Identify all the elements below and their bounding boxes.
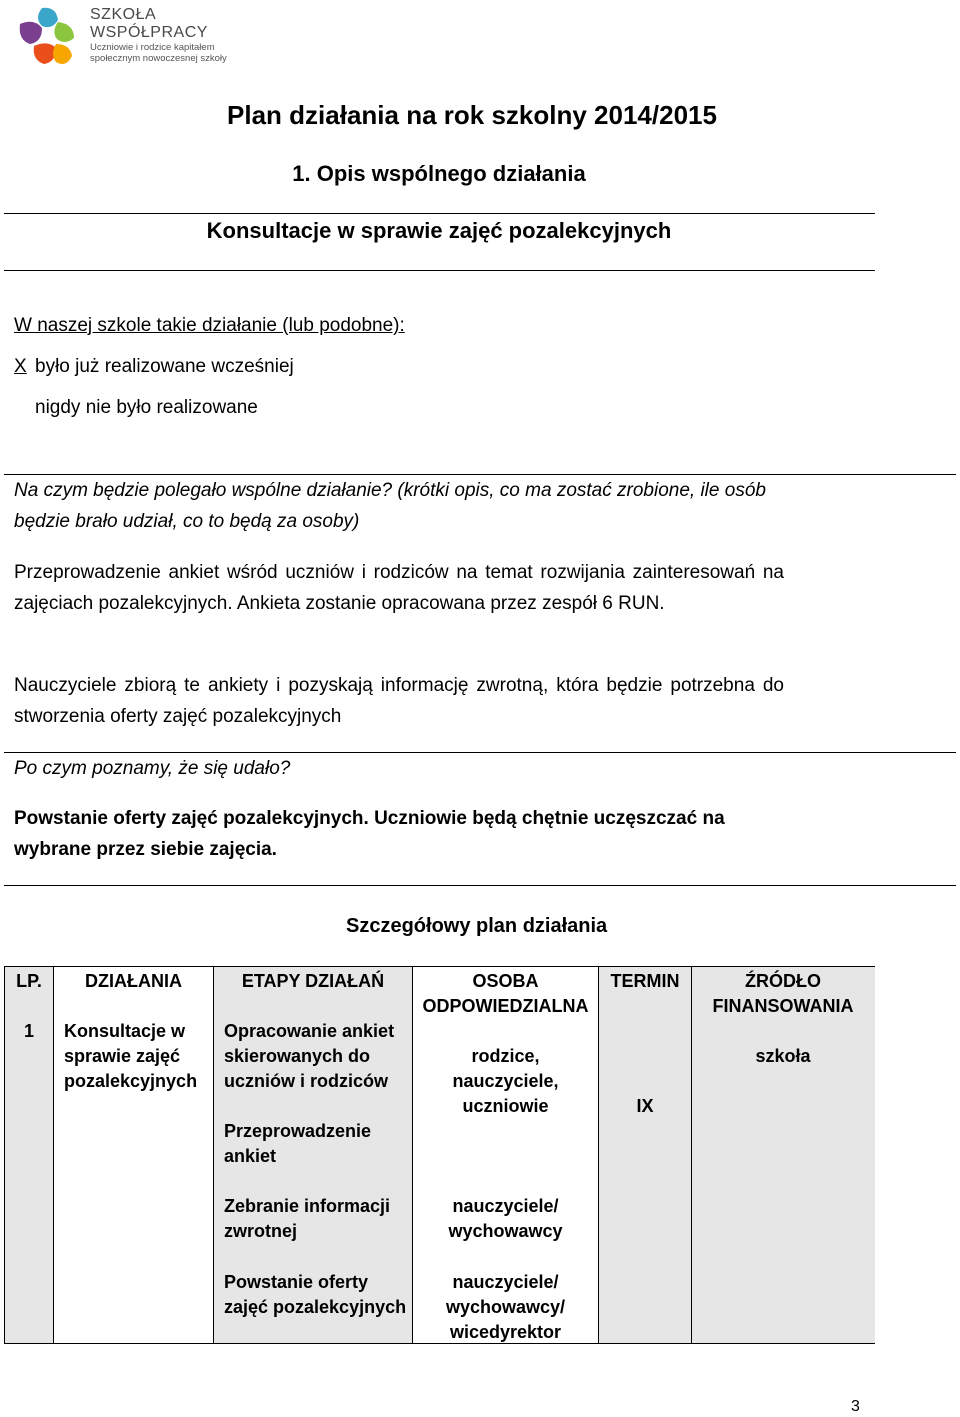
header-zrodlo: ŹRÓDŁO FINANSOWANIA — [712, 971, 854, 1016]
divider — [4, 885, 956, 886]
logo-text — [90, 6, 227, 64]
logo-mark-icon — [12, 4, 82, 74]
logo-line-4: społecznym nowoczesnej szkoły — [90, 53, 227, 64]
section-heading: 1. Opis wspólnego działania — [292, 161, 586, 186]
description-paragraph-1: Przeprowadzenie ankiet wśród uczniów i rodziców na temat rozwijania zainteresowań na zajęciach pozalekcyjnych. Ankieta zostanie opracowana przez zespół 6 RUN. — [14, 562, 784, 614]
column-lp — [5, 967, 54, 1343]
logo-line-2: WSPÓŁPRACY — [90, 24, 208, 41]
header-termin: TERMIN — [610, 971, 680, 991]
page-title: Plan działania na rok szkolny 2014/2015 — [227, 100, 717, 130]
cell-etap-3: Zebranie informacji zwrotnej — [224, 1196, 391, 1241]
divider — [4, 213, 875, 214]
column-osoba — [413, 967, 599, 1343]
cell-zrodlo: szkoła — [755, 1046, 811, 1066]
plan-title: Szczegółowy plan działania — [346, 915, 608, 937]
logo-line-1: SZKOŁA — [90, 6, 157, 23]
option-2-label: nigdy nie było realizowane — [35, 397, 258, 418]
header-osoba: OSOBA ODPOWIEDZIALNA — [422, 971, 589, 1016]
header-dzialania: DZIAŁANIA — [85, 971, 182, 991]
logo-line-3: Uczniowie i rodzice kapitałem — [90, 42, 215, 53]
option-1-label: było już realizowane wcześniej — [35, 356, 294, 377]
cell-osoba-3: nauczyciele/ wychowawcy/ wicedyrektor — [445, 1272, 566, 1342]
action-name: Konsultacje w sprawie zajęć pozalekcyjnych — [206, 218, 672, 243]
logo-piece-2 — [54, 22, 74, 42]
logo-piece-3 — [20, 22, 42, 44]
page-number: 3 — [851, 1398, 860, 1415]
logo-piece-4 — [34, 43, 56, 64]
cell-etap-1: Opracowanie ankiet skierowanych do uczniów i rodziców — [224, 1021, 395, 1091]
logo-piece-5 — [53, 44, 72, 64]
divider — [4, 270, 875, 271]
column-termin — [599, 967, 692, 1343]
cell-dzialania: Konsultacje w sprawie zajęć pozalekcyjnych — [64, 1021, 198, 1091]
cell-osoba-1: rodzice, nauczyciele, uczniowie — [452, 1046, 559, 1116]
column-dzialania — [54, 967, 214, 1343]
option-1-checkmark: X — [14, 356, 27, 377]
cell-etap-2: Przeprowadzenie ankiet — [224, 1121, 372, 1166]
cell-termin: IX — [636, 1096, 654, 1116]
header-lp: LP. — [16, 971, 42, 991]
header-etapy: ETAPY DZIAŁAŃ — [241, 971, 385, 991]
description-paragraph-2: Nauczyciele zbiorą te ankiety i pozyskają informację zwrotną, która będzie potrzebna do stworzenia oferty zajęć pozalekcyjnych — [14, 675, 784, 727]
cell-etap-4: Powstanie oferty zajęć pozalekcyjnych — [224, 1272, 407, 1317]
success-answer: Powstanie oferty zajęć pozalekcyjnych. Uczniowie będą chętnie uczęszczać na wybrane przez siebie zajęcia. — [14, 808, 725, 860]
question-3-label: Po czym poznamy, że się udało? — [14, 758, 291, 779]
cell-osoba-2: nauczyciele/ wychowawcy — [448, 1196, 563, 1241]
question-2-label: Na czym będzie polegało wspólne działanie? (krótki opis, co ma zostać zrobione, ile osób będzie brało udział, co to będą za osoby) — [14, 480, 766, 532]
column-zrodlo — [692, 967, 875, 1343]
plan-table — [4, 966, 875, 1344]
logo-piece-1 — [38, 8, 58, 27]
cell-lp: 1 — [23, 1021, 34, 1041]
question-1-label: W naszej szkole takie działanie (lub podobne): — [14, 315, 405, 336]
column-etapy — [214, 967, 413, 1343]
school-logo — [12, 4, 242, 74]
